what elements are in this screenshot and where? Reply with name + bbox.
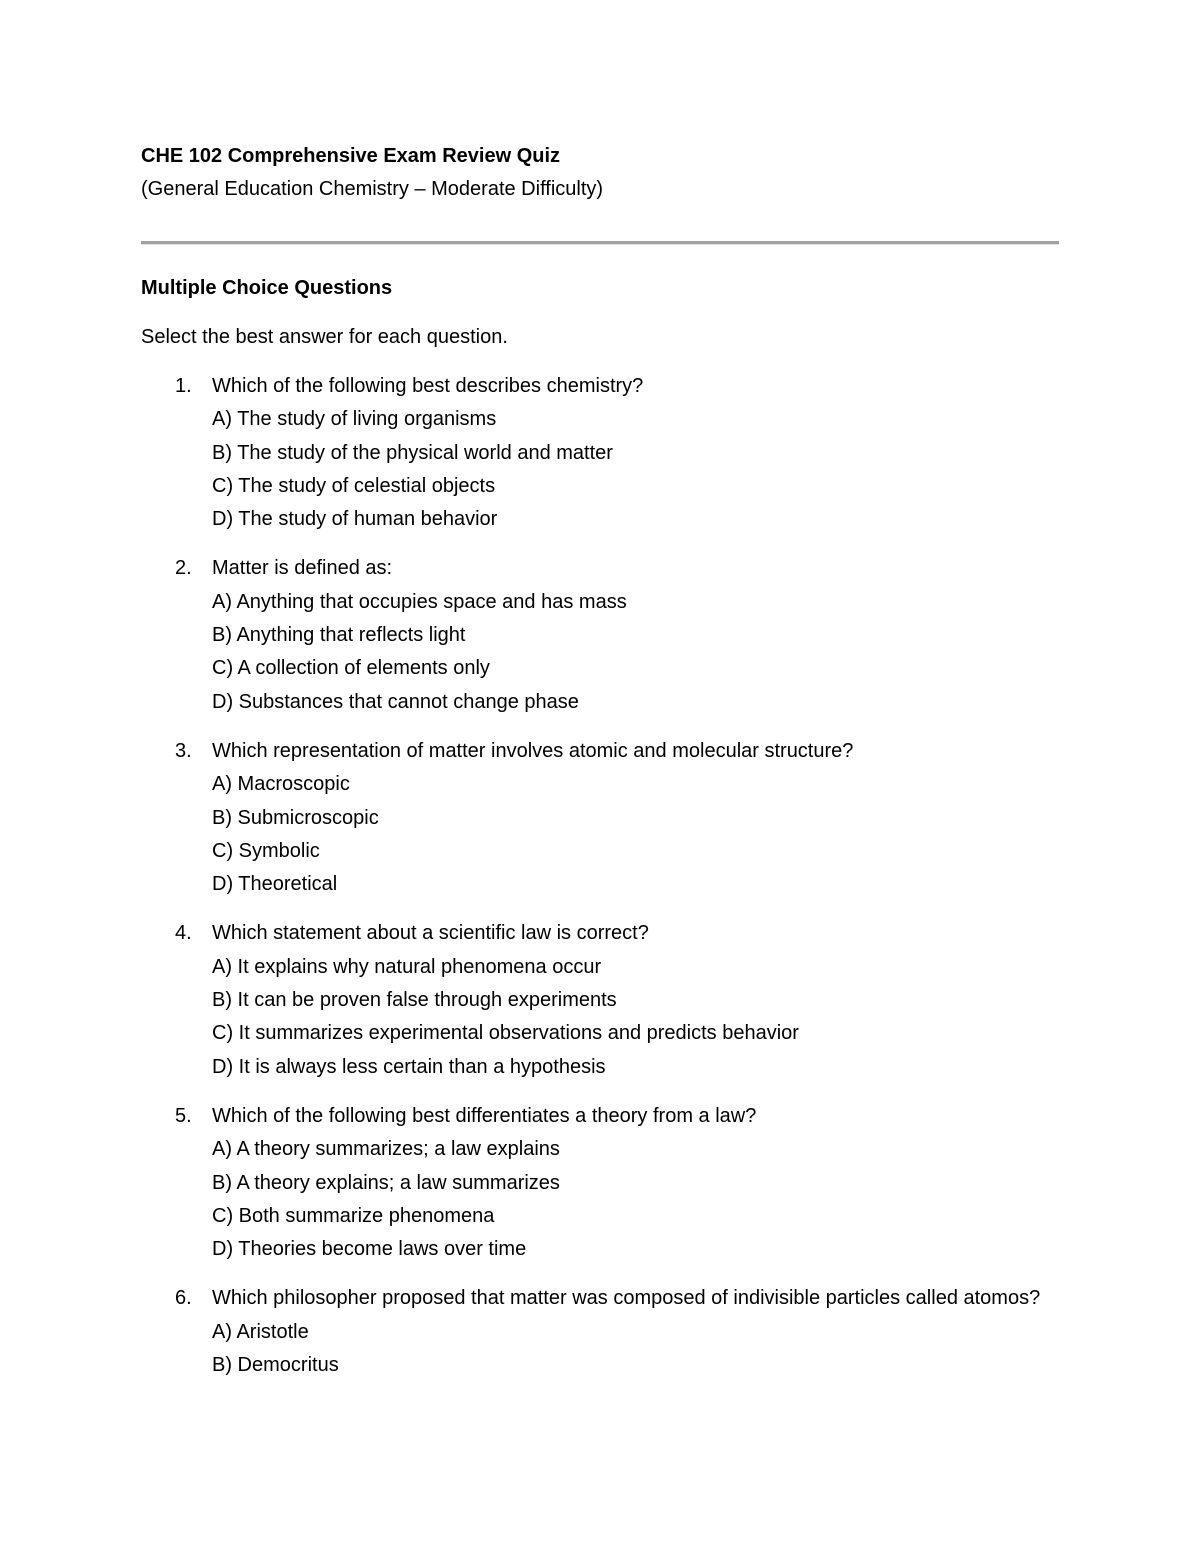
question-number: 5. xyxy=(175,1104,192,1127)
answer-option: C) A collection of elements only xyxy=(212,657,490,680)
document-subtitle: (General Education Chemistry – Moderate Difficulty) xyxy=(141,178,604,200)
question-text: Which representation of matter involves atomic and molecular structure? xyxy=(212,739,854,762)
answer-option: D) The study of human behavior xyxy=(212,508,498,531)
question-number: 6. xyxy=(175,1287,192,1310)
question-item xyxy=(141,552,1059,718)
question-text: Which of the following best describes chemistry? xyxy=(212,375,644,397)
answer-option: C) Symbolic xyxy=(212,839,320,862)
answer-option: B) It can be proven false through experiments xyxy=(212,989,617,1012)
question-number: 4. xyxy=(175,922,192,945)
answer-option: D) Theories become laws over time xyxy=(212,1238,527,1261)
question-item xyxy=(141,370,1059,536)
answer-option: C) It summarizes experimental observations and predicts behavior xyxy=(212,1022,799,1045)
question-text: Which of the following best differentiates a theory from a law? xyxy=(212,1104,757,1127)
answer-option: A) It explains why natural phenomena occur xyxy=(212,955,602,978)
horizontal-divider xyxy=(141,241,1059,245)
answer-option: B) Anything that reflects light xyxy=(212,624,466,647)
answer-option: B) A theory explains; a law summarizes xyxy=(212,1171,560,1194)
answer-option: C) Both summarize phenomena xyxy=(212,1204,495,1227)
question-item xyxy=(141,1282,1059,1382)
question-item xyxy=(141,735,1059,901)
question-list xyxy=(141,370,1059,1398)
answer-option: D) Theoretical xyxy=(212,873,338,896)
question-item xyxy=(141,917,1059,1083)
question-number: 1. xyxy=(175,375,192,397)
answer-option: D) Substances that cannot change phase xyxy=(212,690,579,713)
answer-option: A) A theory summarizes; a law explains xyxy=(212,1138,560,1161)
answer-option: A) Macroscopic xyxy=(212,773,350,796)
answer-option: D) It is always less certain than a hypothesis xyxy=(212,1055,606,1078)
section-instructions: Select the best answer for each question. xyxy=(141,326,508,348)
answer-option: B) Submicroscopic xyxy=(212,806,379,829)
document-title: CHE 102 Comprehensive Exam Review Quiz xyxy=(141,145,561,167)
answer-option: A) Aristotle xyxy=(212,1320,309,1343)
question-number: 3. xyxy=(175,739,192,762)
answer-option: A) Anything that occupies space and has mass xyxy=(212,590,627,613)
question-text: Which statement about a scientific law is correct? xyxy=(212,922,649,945)
question-text: Which philosopher proposed that matter was composed of indivisible particles called atomos? xyxy=(212,1287,1041,1310)
question-item xyxy=(141,1100,1059,1266)
section-heading: Multiple Choice Questions xyxy=(141,277,393,299)
answer-option: A) The study of living organisms xyxy=(212,408,497,431)
answer-option: B) The study of the physical world and matter xyxy=(212,441,613,464)
question-text: Matter is defined as: xyxy=(212,557,393,580)
answer-option: C) The study of celestial objects xyxy=(212,474,496,497)
question-number: 2. xyxy=(175,557,192,580)
answer-option: B) Democritus xyxy=(212,1354,339,1377)
